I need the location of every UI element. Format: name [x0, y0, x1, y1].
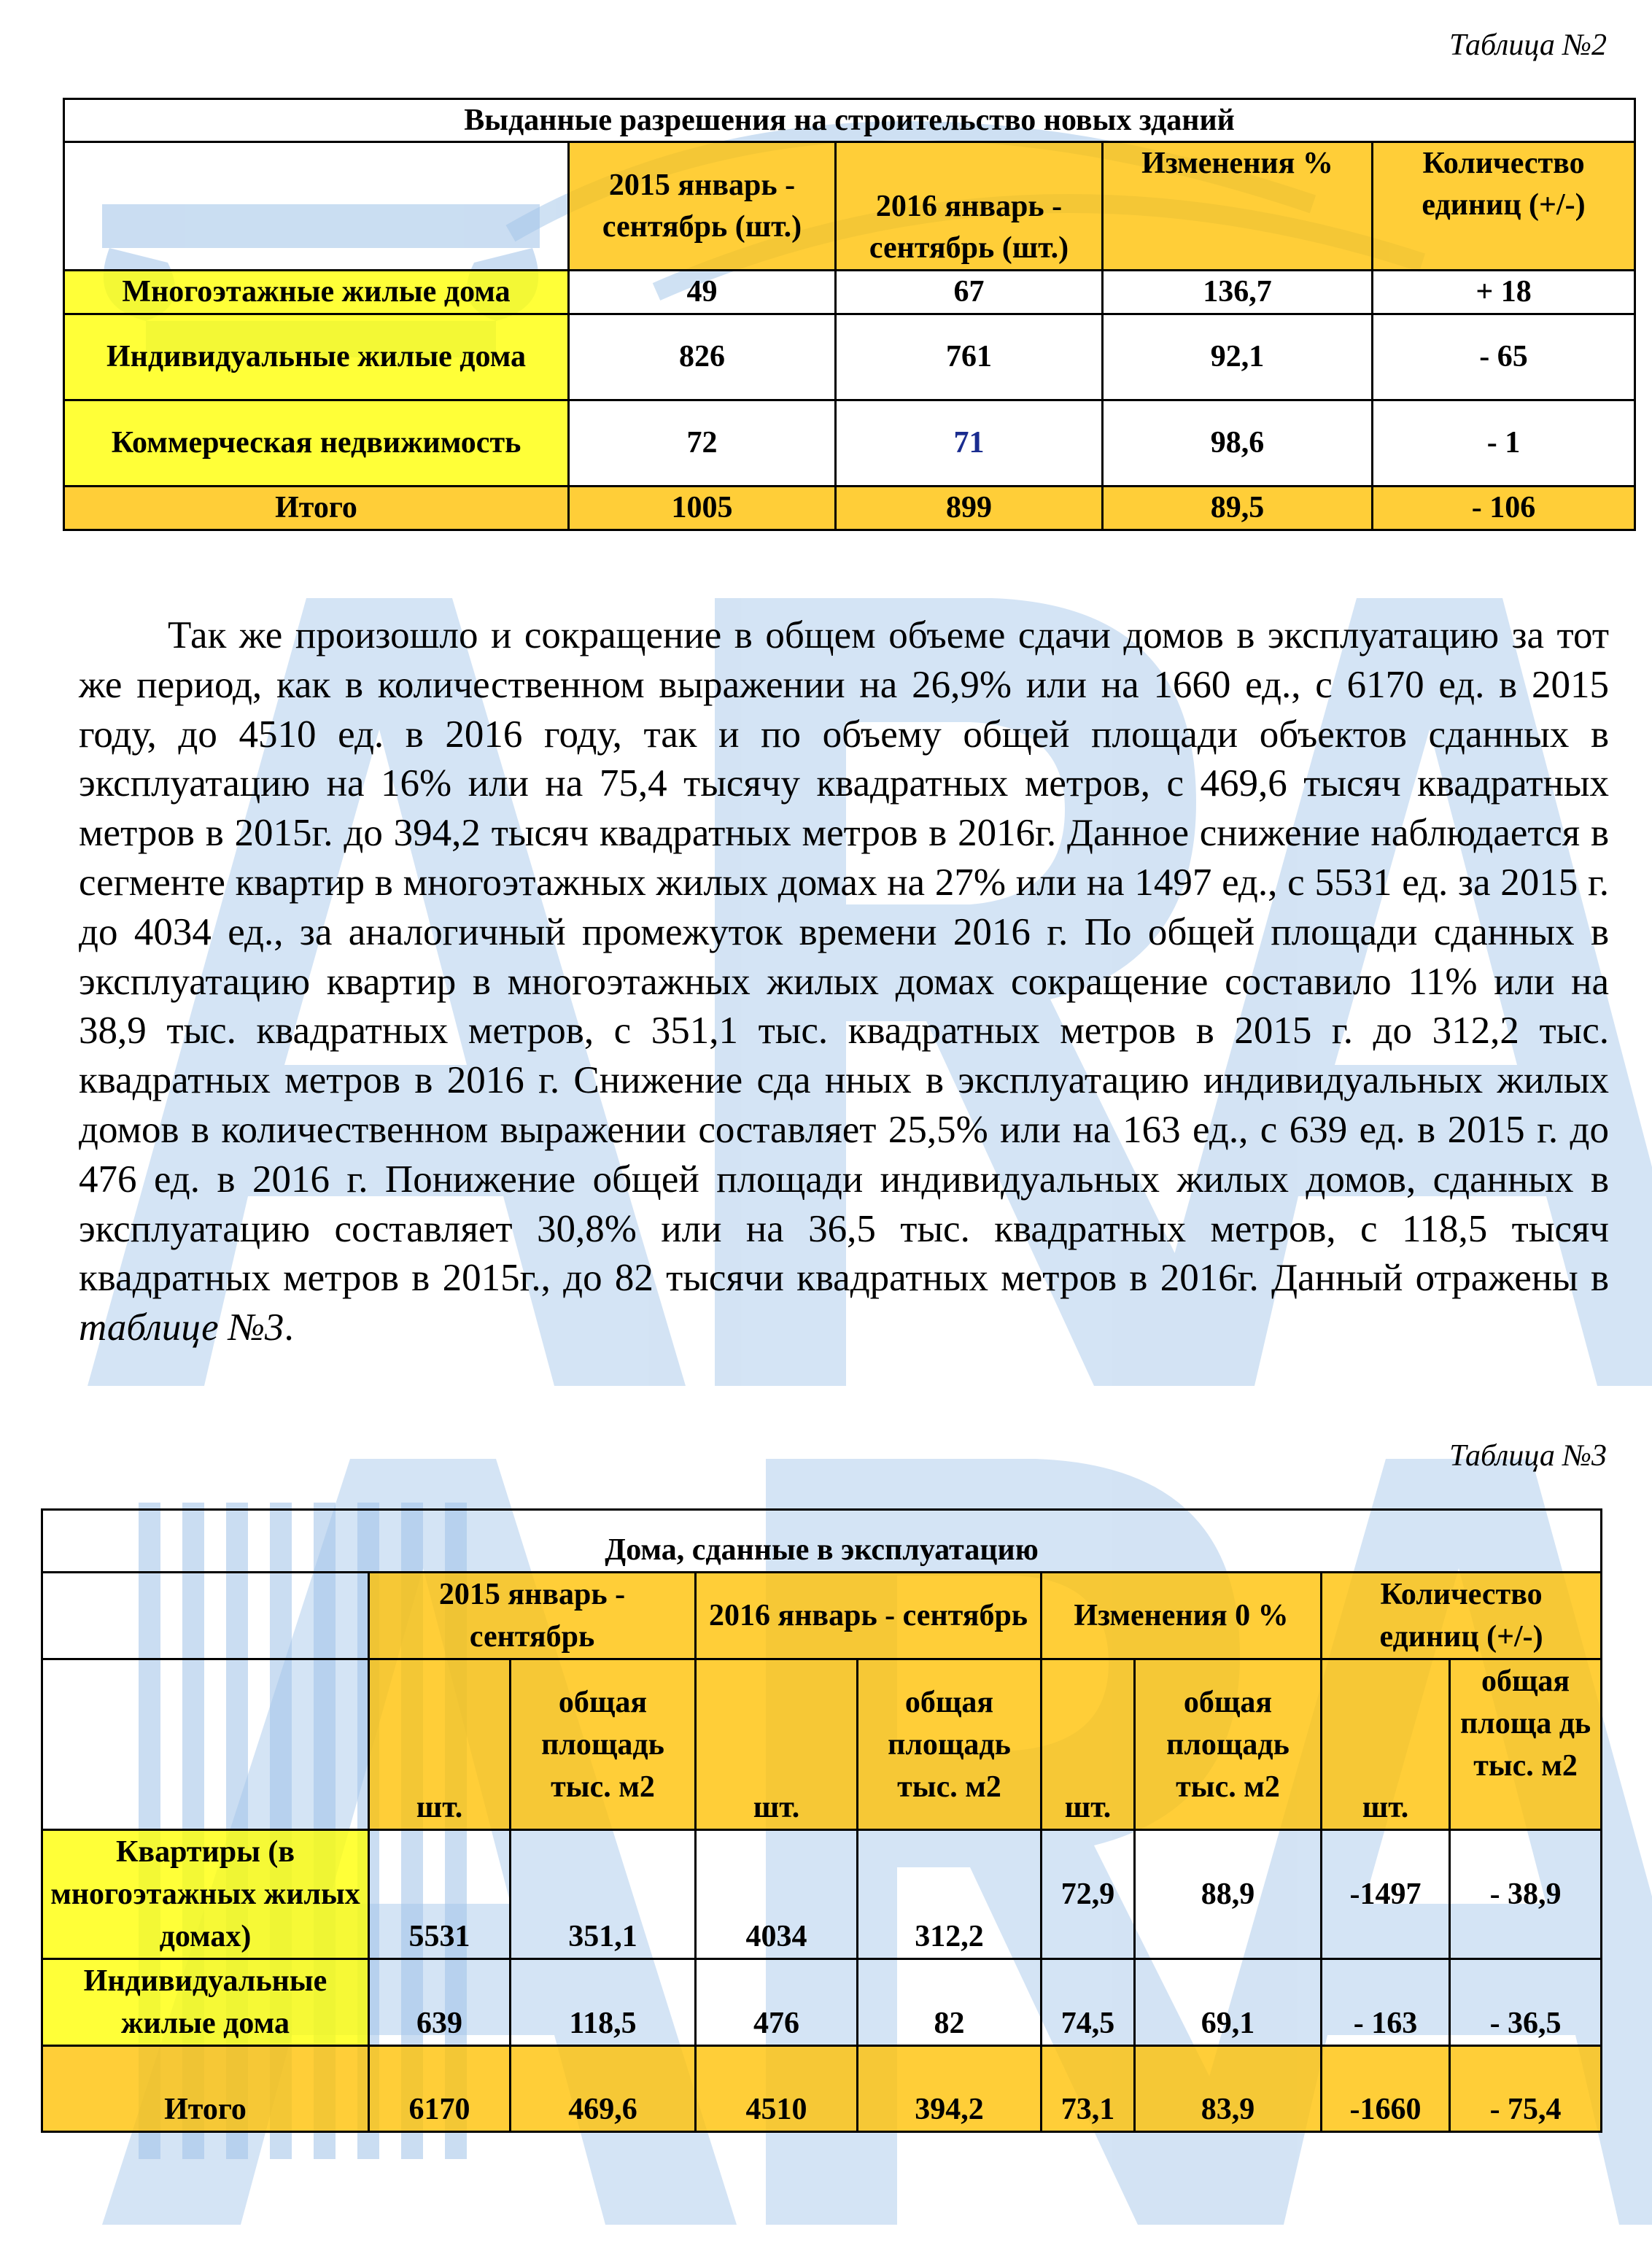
cell-units-count: -1497	[1322, 1830, 1450, 1959]
cell-change: 92,1	[1103, 314, 1373, 400]
cell-2015: 1005	[569, 487, 836, 530]
header-units: Количество единиц (+/-)	[1373, 142, 1635, 271]
row-label: Многоэтажные жилые дома	[64, 271, 569, 314]
cell-2016-count: 4034	[696, 1830, 858, 1959]
table-total-row	[64, 487, 1635, 530]
cell-2016-area: 394,2	[858, 2046, 1042, 2132]
header-change: Изменения %	[1103, 142, 1373, 271]
cell-units: - 106	[1373, 487, 1635, 530]
subheader-count: шт.	[1042, 1659, 1135, 1830]
cell-units-count: -1660	[1322, 2046, 1450, 2132]
table-row	[64, 314, 1635, 400]
table-group-header-row	[42, 1573, 1602, 1659]
header-2015: 2015 январь - сентябрь (шт.)	[569, 142, 836, 271]
empty-header-cell	[42, 1573, 369, 1659]
cell-2015: 72	[569, 400, 836, 487]
cell-2015-area: 118,5	[511, 1959, 696, 2046]
cell-2015-area: 469,6	[511, 2046, 696, 2132]
cell-change-area: 69,1	[1135, 1959, 1322, 2046]
subheader-count: шт.	[696, 1659, 858, 1830]
table-header-row	[64, 142, 1635, 271]
table2-title: Выданные разрешения на строительство новых зданий	[64, 99, 1635, 142]
cell-units: - 1	[1373, 400, 1635, 487]
cell-2016: 899	[836, 487, 1103, 530]
subheader-area: общая площадь тыс. м2	[1135, 1659, 1322, 1830]
row-label: Индивидуальные жилые дома	[64, 314, 569, 400]
cell-2016: 761	[836, 314, 1103, 400]
table3-caption: Таблица №3	[1449, 1439, 1607, 1473]
subheader-count: шт.	[1322, 1659, 1450, 1830]
table-title-row	[64, 99, 1635, 142]
subheader-area: общая площадь тыс. м2	[858, 1659, 1042, 1830]
table-reference: таблице №3	[79, 1306, 284, 1349]
permits-table	[63, 98, 1636, 531]
cell-change-area: 88,9	[1135, 1830, 1322, 1959]
body-paragraph	[79, 611, 1609, 1353]
cell-change: 89,5	[1103, 487, 1373, 530]
cell-units-area: - 36,5	[1450, 1959, 1602, 2046]
cell-2015-area: 351,1	[511, 1830, 696, 1959]
table-sub-header-row	[42, 1659, 1602, 1830]
table3-title: Дома, сданные в эксплуатацию	[42, 1510, 1602, 1573]
row-label: Итого	[64, 487, 569, 530]
paragraph-end: .	[284, 1306, 294, 1349]
subheader-area: общая площа дь тыс. м2	[1450, 1659, 1602, 1830]
cell-units-area: - 75,4	[1450, 2046, 1602, 2132]
table-row	[64, 400, 1635, 487]
cell-2015: 826	[569, 314, 836, 400]
cell-2016: 67	[836, 271, 1103, 314]
table-total-row	[42, 2046, 1602, 2132]
cell-units-area: - 38,9	[1450, 1830, 1602, 1959]
cell-change-count: 72,9	[1042, 1830, 1135, 1959]
cell-change-area: 83,9	[1135, 2046, 1322, 2132]
empty-header-cell	[64, 142, 569, 271]
cell-2015: 49	[569, 271, 836, 314]
cell-change: 136,7	[1103, 271, 1373, 314]
header-change: Изменения 0 %	[1042, 1573, 1322, 1659]
cell-change-count: 73,1	[1042, 2046, 1135, 2132]
cell-2016: 71	[836, 400, 1103, 487]
header-units: Количество единиц (+/-)	[1322, 1573, 1602, 1659]
commissioned-table	[41, 1508, 1602, 2133]
subheader-count: шт.	[369, 1659, 511, 1830]
header-2016: 2016 январь - сентябрь (шт.)	[836, 142, 1103, 271]
cell-change: 98,6	[1103, 400, 1373, 487]
header-2016: 2016 январь - сентябрь	[696, 1573, 1042, 1659]
cell-units: - 65	[1373, 314, 1635, 400]
cell-change-count: 74,5	[1042, 1959, 1135, 2046]
row-label: Квартиры (в многоэтажных жилых домах)	[42, 1830, 369, 1959]
row-label: Коммерческая недвижимость	[64, 400, 569, 487]
row-label: Итого	[42, 2046, 369, 2132]
cell-2016-area: 82	[858, 1959, 1042, 2046]
cell-2015-count: 5531	[369, 1830, 511, 1959]
header-2015: 2015 январь - сентябрь	[369, 1573, 696, 1659]
cell-2016-count: 476	[696, 1959, 858, 2046]
table-row	[64, 271, 1635, 314]
cell-units: + 18	[1373, 271, 1635, 314]
cell-2016-count: 4510	[696, 2046, 858, 2132]
paragraph-text: Так же произошло и сокращение в общем объеме сдачи домов в эксплуатацию за тот же период, как в количественном выражении на 26,9% или на 1660 ед., с 6170 ед. в 2015 году, до 4510 ед. в 2016 году, так и по объему общей площади объектов сданных в эксплуатацию на 16% или на 75,4 тысячу квадратных метров, с 469,6 тысяч квадратных метров в 2015г. до 394,2 тысяч квадратных метров в 2016г. Данное снижение наблюдается в сегменте квартир в многоэтажных жилых домах на 27% или на 1497 ед., с 5531 ед. за 2015 г. до 4034 ед., за аналогичный промежуток времени 2016 г. По общей площади сданных в эксплуатацию квартир в многоэтажных жилых домах сокращение составило 11% или на 38,9 тыс. квадратных метров, с 351,1 тыс. квадратных метров в 2015 г. до 312,2 тыс. квадратных метров в 2016 г. Снижение сда нных в эксплуатацию индивидуальных жилых домов в количественном выражении составляет 25,5% или на 163 ед., с 639 ед. в 2015 г. до 476 ед. в 2016 г. Понижение общей площади индивидуальных жилых домов, сданных в эксплуатацию составляет 30,8% или на 36,5 тыс. квадратных метров, с 118,5 тысяч квадратных метров в 2015г., до 82 тысячи квадратных метров в 2016г. Данный отражены в	[79, 614, 1609, 1300]
cell-2015-count: 639	[369, 1959, 511, 2046]
row-label: Индивидуальные жилые дома	[42, 1959, 369, 2046]
table-row	[42, 1959, 1602, 2046]
table-title-row	[42, 1510, 1602, 1573]
empty-header-cell	[42, 1659, 369, 1830]
cell-units-count: - 163	[1322, 1959, 1450, 2046]
cell-2016-area: 312,2	[858, 1830, 1042, 1959]
table-row	[42, 1830, 1602, 1959]
subheader-area: общая площадь тыс. м2	[511, 1659, 696, 1830]
cell-2015-count: 6170	[369, 2046, 511, 2132]
table2-caption: Таблица №2	[1449, 28, 1607, 62]
